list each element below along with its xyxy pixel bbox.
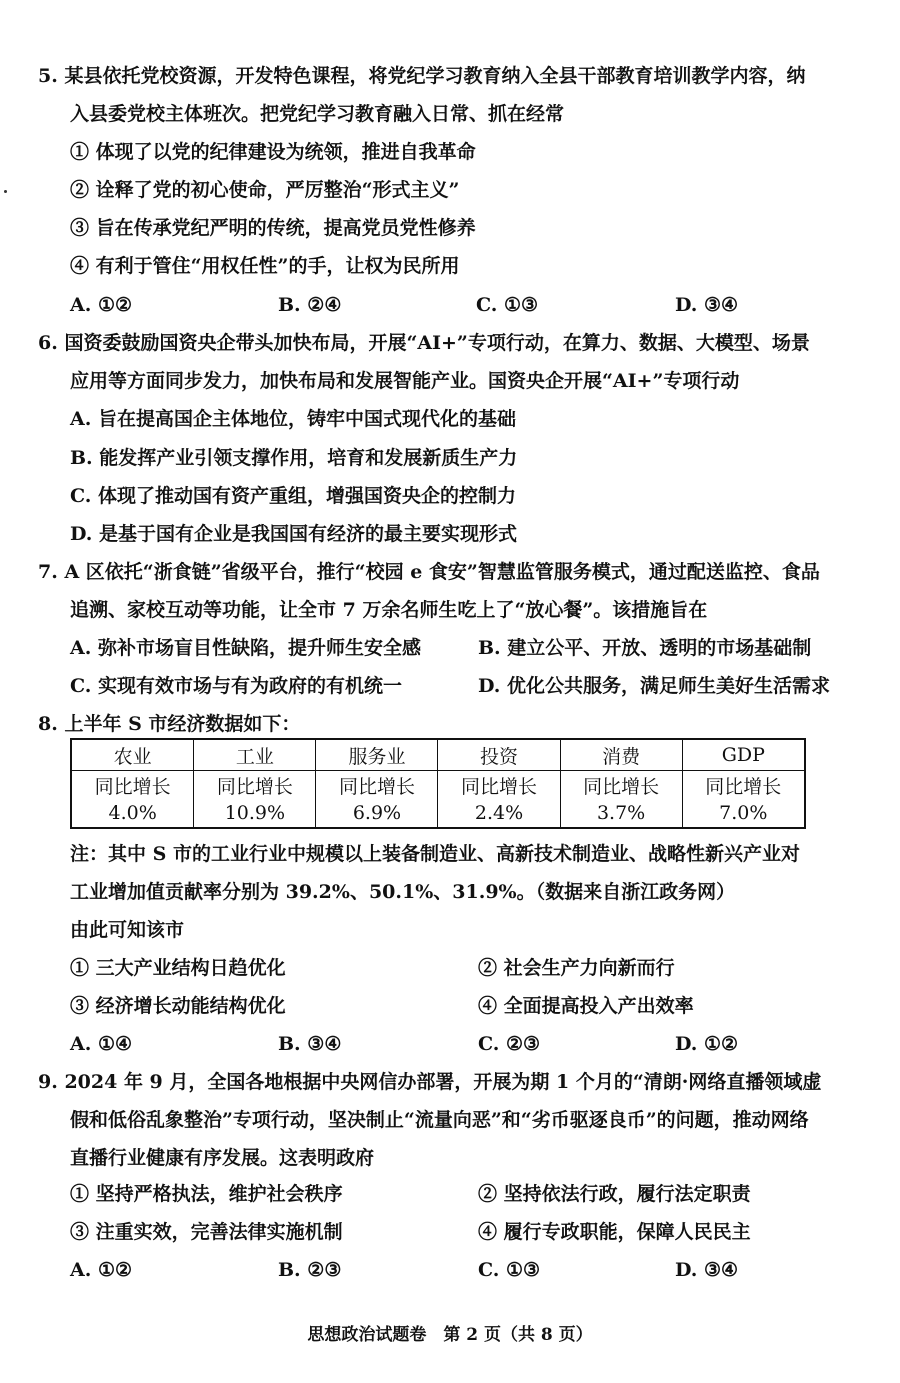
- q7-stem-line1: 7. A 区依托“浙食链”省级平台，推行“校园 e 食安”智慧监管服务模式，通过配送监控、食品: [38, 561, 820, 583]
- table-row: [71, 799, 805, 828]
- q8-choice-d: D. ①②: [675, 1033, 739, 1055]
- q9-item-4: ④ 履行专政职能，保障人民民主: [478, 1221, 751, 1243]
- q6-choice-a: A. 旨在提高国企主体地位，铸牢中国式现代化的基础: [70, 408, 516, 430]
- table-cell-consumption: 3.7%: [560, 799, 682, 828]
- q8-choice-a: A. ①④: [70, 1033, 133, 1055]
- q6-stem-line1: 6. 国资委鼓励国资央企带头加快布局，开展“AI+”专项行动，在算力、数据、大模型、场景: [38, 332, 810, 354]
- table-header-cell: 工业: [194, 739, 316, 771]
- q9-choice-c: C. ①③: [478, 1259, 541, 1281]
- table-row-label: 同比增长: [438, 771, 560, 800]
- q9-choice-b: B. ②③: [278, 1259, 342, 1281]
- table-row: [71, 771, 805, 800]
- q9-item-3: ③ 注重实效，完善法律实施机制: [70, 1221, 343, 1243]
- q8-note-line1: 注：其中 S 市的工业行业中规模以上装备制造业、高新技术制造业、战略性新兴产业对: [70, 843, 800, 865]
- q5-choice-b: B. ②④: [278, 294, 342, 316]
- q6-choice-c: C. 体现了推动国有资产重组，增强国资央企的控制力: [70, 485, 517, 507]
- q7-choice-a: A. 弥补市场盲目性缺陷，提升师生安全感: [70, 637, 421, 659]
- table-header-cell: 农业: [71, 739, 194, 771]
- table-row-label: 同比增长: [560, 771, 682, 800]
- q7-choice-c: C. 实现有效市场与有为政府的有机统一: [70, 675, 403, 697]
- q6-choice-b: B. 能发挥产业引领支撑作用，培育和发展新质生产力: [70, 447, 518, 469]
- table-header-cell: GDP: [682, 739, 805, 771]
- table-cell-agriculture: 4.0%: [71, 799, 194, 828]
- q8-item-4: ④ 全面提高投入产出效率: [478, 995, 694, 1017]
- table-cell-services: 6.9%: [316, 799, 438, 828]
- table-header-cell: 消费: [560, 739, 682, 771]
- q5-stem-line2: 入县委党校主体班次。把党纪学习教育融入日常、抓在经常: [70, 103, 565, 125]
- page-footer: 思想政治试题卷 第 2 页（共 8 页）: [307, 1325, 593, 1345]
- table-header-row: [71, 739, 805, 771]
- q9-item-2: ② 坚持依法行政，履行法定职责: [478, 1183, 751, 1205]
- table-cell-industry: 10.9%: [194, 799, 316, 828]
- q7-choice-b: B. 建立公平、开放、透明的市场基础制: [478, 637, 812, 659]
- table-header-cell: 投资: [438, 739, 560, 771]
- q8-item-2: ② 社会生产力向新而行: [478, 957, 675, 979]
- q8-item-3: ③ 经济增长动能结构优化: [70, 995, 286, 1017]
- q7-stem-line2: 追溯、家校互动等功能，让全市 7 万余名师生吃上了“放心餐”。该措施旨在: [70, 599, 708, 621]
- q8-choice-c: C. ②③: [478, 1033, 541, 1055]
- q9-item-1: ① 坚持严格执法，维护社会秩序: [70, 1183, 343, 1205]
- q8-stem: 8. 上半年 S 市经济数据如下：: [38, 713, 301, 735]
- q9-choice-d: D. ③④: [675, 1259, 739, 1281]
- table-row-label: 同比增长: [682, 771, 805, 800]
- table-row-label: 同比增长: [316, 771, 438, 800]
- q6-stem-line2: 应用等方面同步发力，加快布局和发展智能产业。国资央企开展“AI+”专项行动: [70, 370, 740, 392]
- q8-note-line2: 工业增加值贡献率分别为 39.2%、50.1%、31.9%。（数据来自浙江政务网）: [70, 881, 736, 903]
- q5-item-1: ① 体现了以党的纪律建设为统领，推进自我革命: [70, 141, 476, 163]
- q5-item-4: ④ 有利于管住“用权任性”的手，让权为民所用: [70, 255, 460, 277]
- q5-choice-a: A. ①②: [70, 294, 133, 316]
- q8-lead: 由此可知该市: [70, 919, 185, 941]
- table-row-label: 同比增长: [194, 771, 316, 800]
- q9-stem-line1: 9. 2024 年 9 月，全国各地根据中央网信办部署，开展为期 1 个月的“清朗·网络直播领域虚: [38, 1071, 822, 1093]
- scan-speck: [4, 190, 7, 193]
- q9-stem-line3: 直播行业健康有序发展。这表明政府: [70, 1147, 375, 1169]
- q5-stem-line1: 5. 某县依托党校资源，开发特色课程，将党纪学习教育纳入全县干部教育培训教学内容，纳: [38, 65, 806, 87]
- q7-choice-d: D. 优化公共服务，满足师生美好生活需求: [478, 675, 831, 697]
- economic-data-table: [70, 738, 806, 829]
- q6-choice-d: D. 是基于国有企业是我国国有经济的最主要实现形式: [70, 523, 518, 545]
- q5-choice-c: C. ①③: [476, 294, 539, 316]
- q5-choice-d: D. ③④: [675, 294, 739, 316]
- q8-item-1: ① 三大产业结构日趋优化: [70, 957, 286, 979]
- table-header-cell: 服务业: [316, 739, 438, 771]
- q9-choice-a: A. ①②: [70, 1259, 133, 1281]
- q8-choice-b: B. ③④: [278, 1033, 342, 1055]
- table-cell-gdp: 7.0%: [682, 799, 805, 828]
- q9-stem-line2: 假和低俗乱象整治”专项行动，坚决制止“流量向恶”和“劣币驱逐良币”的问题，推动网络: [70, 1109, 809, 1131]
- q5-item-3: ③ 旨在传承党纪严明的传统，提高党员党性修养: [70, 217, 476, 239]
- table-row-label: 同比增长: [71, 771, 194, 800]
- table-cell-investment: 2.4%: [438, 799, 560, 828]
- q5-item-2: ② 诠释了党的初心使命，严厉整治“形式主义”: [70, 179, 460, 201]
